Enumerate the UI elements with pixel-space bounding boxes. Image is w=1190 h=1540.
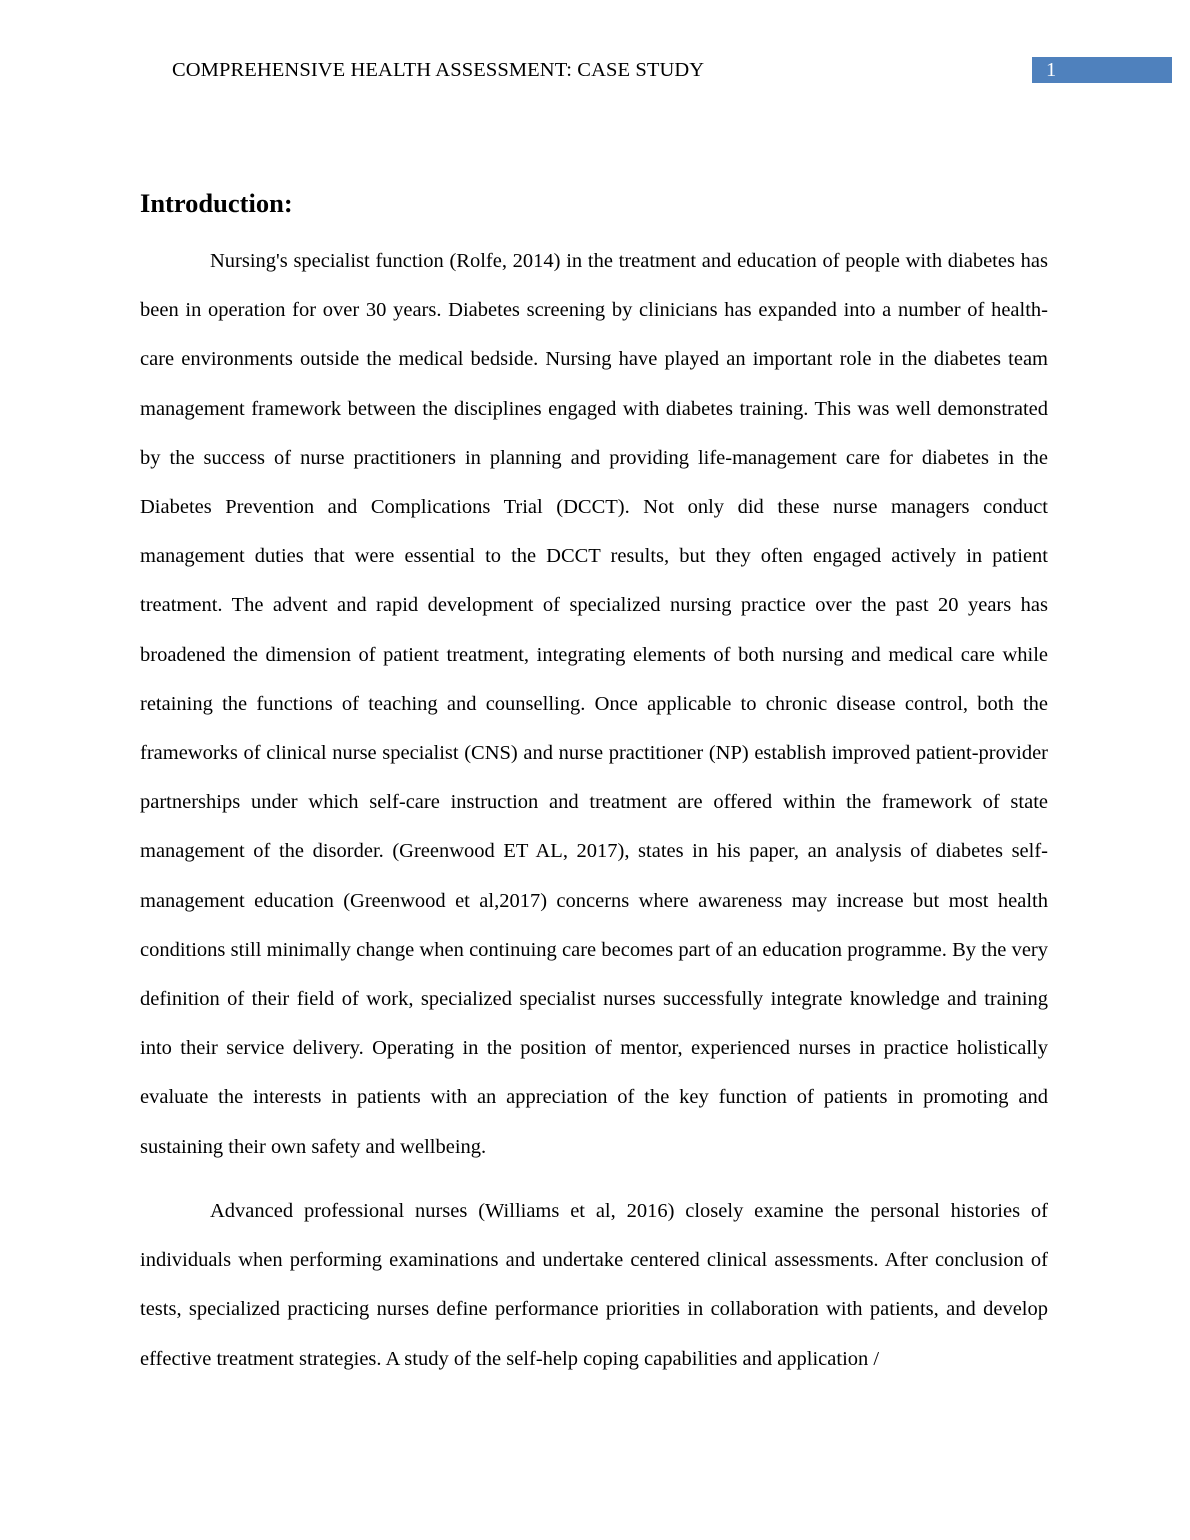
- body-paragraph: Nursing's specialist function (Rolfe, 2014) in the treatment and education of people with diabetes has been in operation for over 30 years. Diabetes screening by clinicians has expanded into a number of health-care environments outside the medical bedside. Nursing have played an important role in the diabetes team management framework between the disciplines engaged with diabetes training. This was well demonstrated by the success of nurse practitioners in planning and providing life-management care for diabetes in the Diabetes Prevention and Complications Trial (DCCT). Not only did these nurse managers conduct management duties that were essential to the DCCT results, but they often engaged actively in patient treatment. The advent and rapid development of specialized nursing practice over the past 20 years has broadened the dimension of patient treatment, integrating elements of both nursing and medical care while retaining the functions of teaching and counselling. Once applicable to chronic disease control, both the frameworks of clinical nurse specialist (CNS) and nurse practitioner (NP) establish improved patient-provider partnerships under which self-care instruction and treatment are offered within the framework of state management of the disorder. (Greenwood ET AL, 2017), states in his paper, an analysis of diabetes self-management education (Greenwood et al,2017) concerns where awareness may increase but most health conditions still minimally change when continuing care becomes part of an education programme. By the very definition of their field of work, specialized specialist nurses successfully integrate knowledge and training into their service delivery. Operating in the position of mentor, experienced nurses in practice holistically evaluate the interests in patients with an appreciation of the key function of patients in promoting and sustaining their own safety and wellbeing.: [140, 250, 1048, 1158]
- section-heading: Introduction:: [140, 188, 293, 218]
- running-head: COMPREHENSIVE HEALTH ASSESSMENT: CASE STUDY: [172, 59, 705, 81]
- page-number: 1: [1032, 57, 1172, 83]
- body-paragraph: Advanced professional nurses (Williams et al, 2016) closely examine the personal histories of individuals when performing examinations and undertake centered clinical assessments. After conclusion of tests, specialized practicing nurses define performance priorities in collaboration with patients, and develop effective treatment strategies. A study of the self-help coping capabilities and application /: [140, 1200, 1048, 1370]
